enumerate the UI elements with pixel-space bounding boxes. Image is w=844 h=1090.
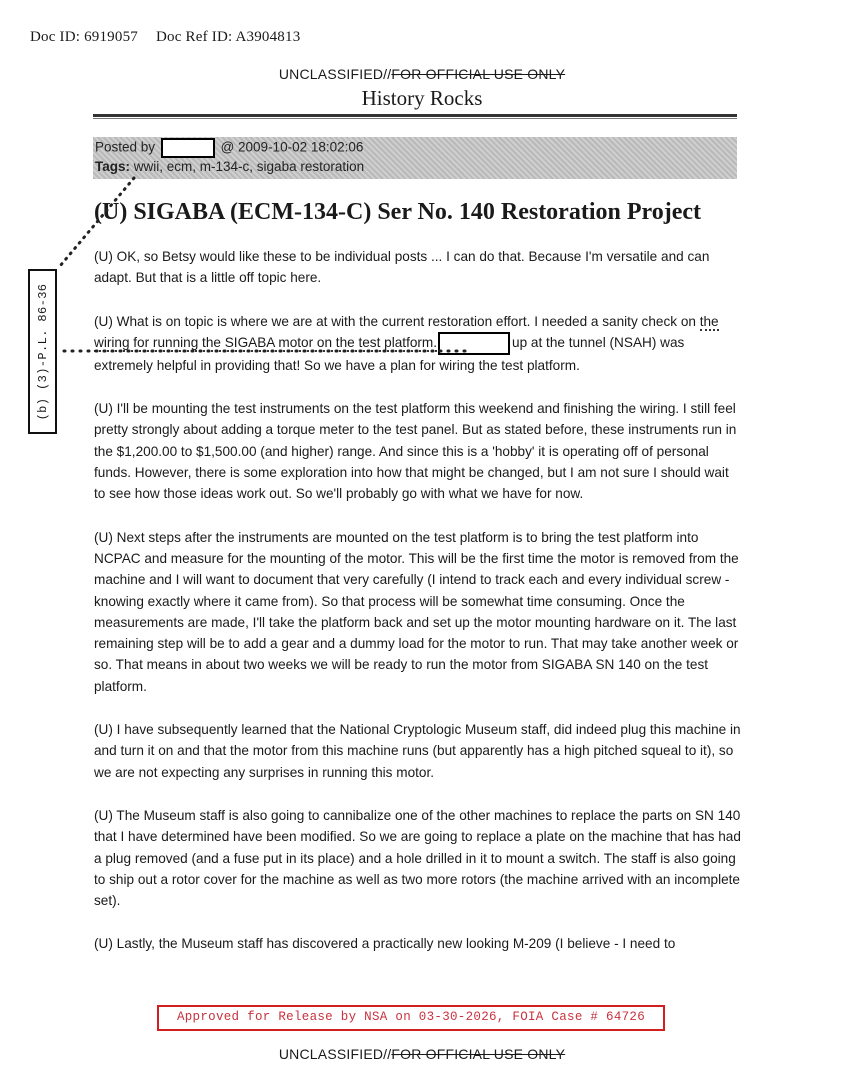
- doc-id: Doc ID: 6919057: [30, 29, 138, 45]
- paragraph-2-part-b: the wiring for running the SIGABA motor on the test platform.: [94, 313, 719, 350]
- tags-label: Tags:: [95, 159, 131, 174]
- post-timestamp: @ 2009-10-02 18:02:06: [220, 139, 364, 155]
- post-title: (U) SIGABA (ECM-134-C) Ser No. 140 Restoration Project: [94, 199, 702, 225]
- paragraph-1: (U) OK, so Betsy would like these to be individual posts ... I can do that. Because I'm versatile and can adapt. But that is a little off topic here.: [94, 249, 710, 286]
- paragraph-7: (U) Lastly, the Museum staff has discovered a practically new looking M-209 (I believe - I need to: [94, 936, 676, 952]
- paragraph-3: (U) I'll be mounting the test instruments on the test platform this weekend and finishing the wiring. I still feel pretty strongly about adding a torque meter to the test panel. But as stated before, these instruments run in the $1,200.00 to $1,500.00 (and higher) range. And since this is a 'hobby' it is operating off of personal funds. However, there is some exploration into how that might be changed, but I am not sure I should wait to see how those ideas work out. So we'll probably go with what we have for now.: [94, 401, 737, 502]
- struck-marking: FOR OFFICIAL USE ONLY: [391, 66, 566, 82]
- paragraph-2-part-a: (U) What is on topic is where we are at with the current restoration effort. I needed a sanity check on: [94, 313, 700, 329]
- posted-by-label: Posted by: [95, 139, 156, 155]
- paragraph-6: (U) The Museum staff is also going to cannibalize one of the other machines to replace the parts on SN 140 that I have determined have been modified. So we are going to replace a plate on the machine that has had a plug removed (and a fuse put in its place) and a hole drilled in it to mount a switch. The staff is also going to ship out a rotor cover for the machine as well as two more rotors (the machine arrived with an incomplete set).: [94, 807, 741, 909]
- classification-banner-bottom: [0, 1046, 844, 1062]
- site-title: History Rocks: [361, 86, 483, 110]
- exemption-text: (b) (3)-P.L. 86-36: [35, 283, 50, 420]
- paragraph-2-part-c: up at the tunnel (NSAH) was extremely helpful in providing that! So we have a plan for wiring the test platform.: [94, 334, 685, 373]
- paragraph-4: (U) Next steps after the instruments are mounted on the test platform is to bring the test platform into NCPAC and measure for the mounting of the motor. This will be the first time the motor is removed from the machine and I will want to document that very carefully (I intend to track each and every individual screw - knowing exactly where it came from). So that process will be somewhat time consuming. Once the measurements are made, I'll take the platform back and set up the motor mounting hardware on it. The last remaining step will be to add a gear and a dummy load for the motor to run. That may take another week or so. That means in about two weeks we will be ready to run the motor from SIGABA SN 140 on the test platform.: [94, 529, 739, 694]
- release-stamp: [157, 1005, 665, 1031]
- struck-marking: FOR OFFICIAL USE ONLY: [391, 1046, 566, 1062]
- tags-list[interactable]: wwii, ecm, m-134-c, sigaba restoration: [133, 159, 365, 174]
- release-stamp-text: Approved for Release by NSA on 03-30-2026, FOIA Case # 64726: [176, 1010, 646, 1024]
- leader-line-title: [60, 178, 134, 266]
- doc-ref-id: Doc Ref ID: A3904813: [156, 29, 301, 45]
- classification-level: UNCLASSIFIED//: [278, 1046, 392, 1062]
- classification-level: UNCLASSIFIED//: [278, 66, 392, 82]
- paragraph-5: (U) I have subsequently learned that the National Cryptologic Museum staff, did indeed plug this machine in and turn it on and that the motor from this machine runs (but apparently has a high pitched squeal to it), so we are not expecting any surprises in running this motor.: [94, 722, 741, 780]
